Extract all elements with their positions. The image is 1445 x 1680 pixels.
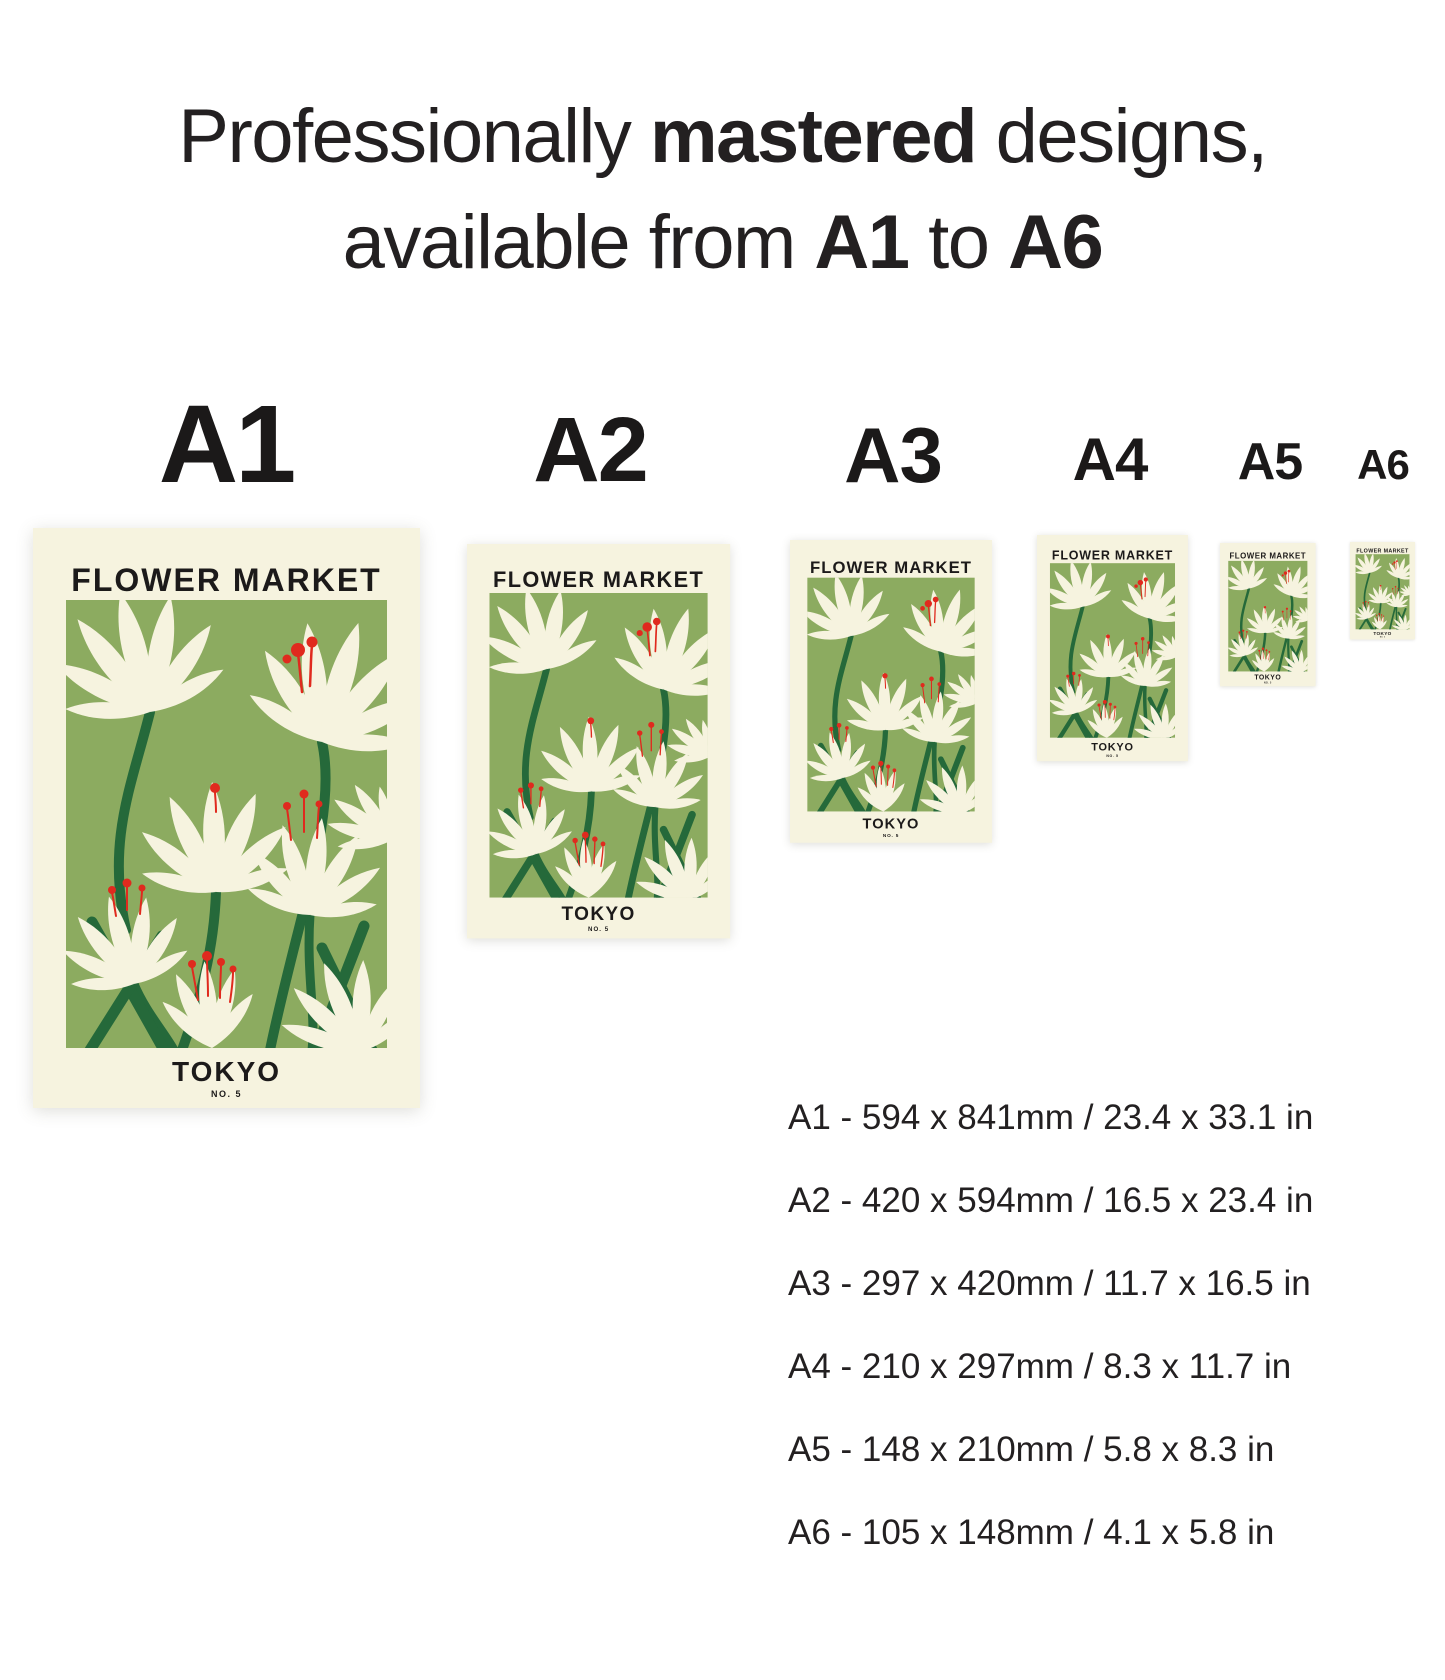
poster-edition: NO. 5 [1379,636,1386,638]
poster-edition: NO. 5 [588,925,610,933]
flower-market-poster [1220,543,1316,686]
poster-title: FLOWER MARKET [1356,547,1409,554]
poster-slot-a6 [1350,542,1445,1122]
size-label-a2: A2 [533,399,647,501]
poster-city: TOKYO [1254,673,1282,682]
flower-illustration [1228,561,1307,672]
size-spec-a3: A3 - 297 x 420mm / 11.7 x 16.5 in [788,1264,1311,1303]
poster-city: TOKYO [862,815,920,832]
poster-title: FLOWER MARKET [1229,551,1307,561]
flower-illustration [807,578,975,812]
headline [0,84,1445,296]
size-label-a1: A1 [158,383,294,506]
headline-line2: available from A1 to A6 [342,200,1103,285]
poster-city: TOKYO [171,1056,282,1087]
size-spec-a1: A1 - 594 x 841mm / 23.4 x 33.1 in [788,1098,1314,1137]
poster-city: TOKYO [561,903,636,925]
poster-edition: NO. 5 [210,1089,242,1099]
flower-market-poster [1037,535,1188,761]
size-spec-a4: A4 - 210 x 297mm / 8.3 x 11.7 in [788,1347,1292,1386]
poster-title: FLOWER MARKET [493,567,705,592]
poster-city: TOKYO [1091,740,1134,754]
size-label-a3: A3 [844,411,942,499]
poster-edition: NO. 5 [1263,681,1272,685]
size-spec-a5: A5 - 148 x 210mm / 5.8 x 8.3 in [788,1430,1275,1469]
size-label-a4: A4 [1072,426,1148,493]
poster-title: FLOWER MARKET [1051,548,1173,563]
headline-line1: Professionally mastered designs, [178,94,1267,179]
poster-edition: NO. 5 [1106,753,1119,758]
poster-edition: NO. 5 [882,832,900,839]
flower-illustration [1050,563,1175,738]
flower-illustration [66,600,387,1048]
flower-market-poster [467,544,730,938]
size-label-a6: A6 [1357,441,1409,488]
flower-illustration [489,593,707,898]
size-spec-a6: A6 - 105 x 148mm / 4.1 x 5.8 in [788,1513,1275,1552]
poster-title: FLOWER MARKET [809,557,973,577]
flower-market-poster [1350,542,1415,639]
size-spec-a2: A2 - 420 x 594mm / 16.5 x 23.4 in [788,1181,1314,1220]
poster-title: FLOWER MARKET [71,562,382,598]
size-spec-list [788,1100,1313,1598]
poster-city: TOKYO [1373,630,1392,636]
poster-slot-a1 [33,528,420,1108]
flower-illustration [1356,554,1410,629]
size-label-a5: A5 [1237,433,1303,491]
flower-market-poster [790,540,992,843]
flower-market-poster [33,528,420,1108]
